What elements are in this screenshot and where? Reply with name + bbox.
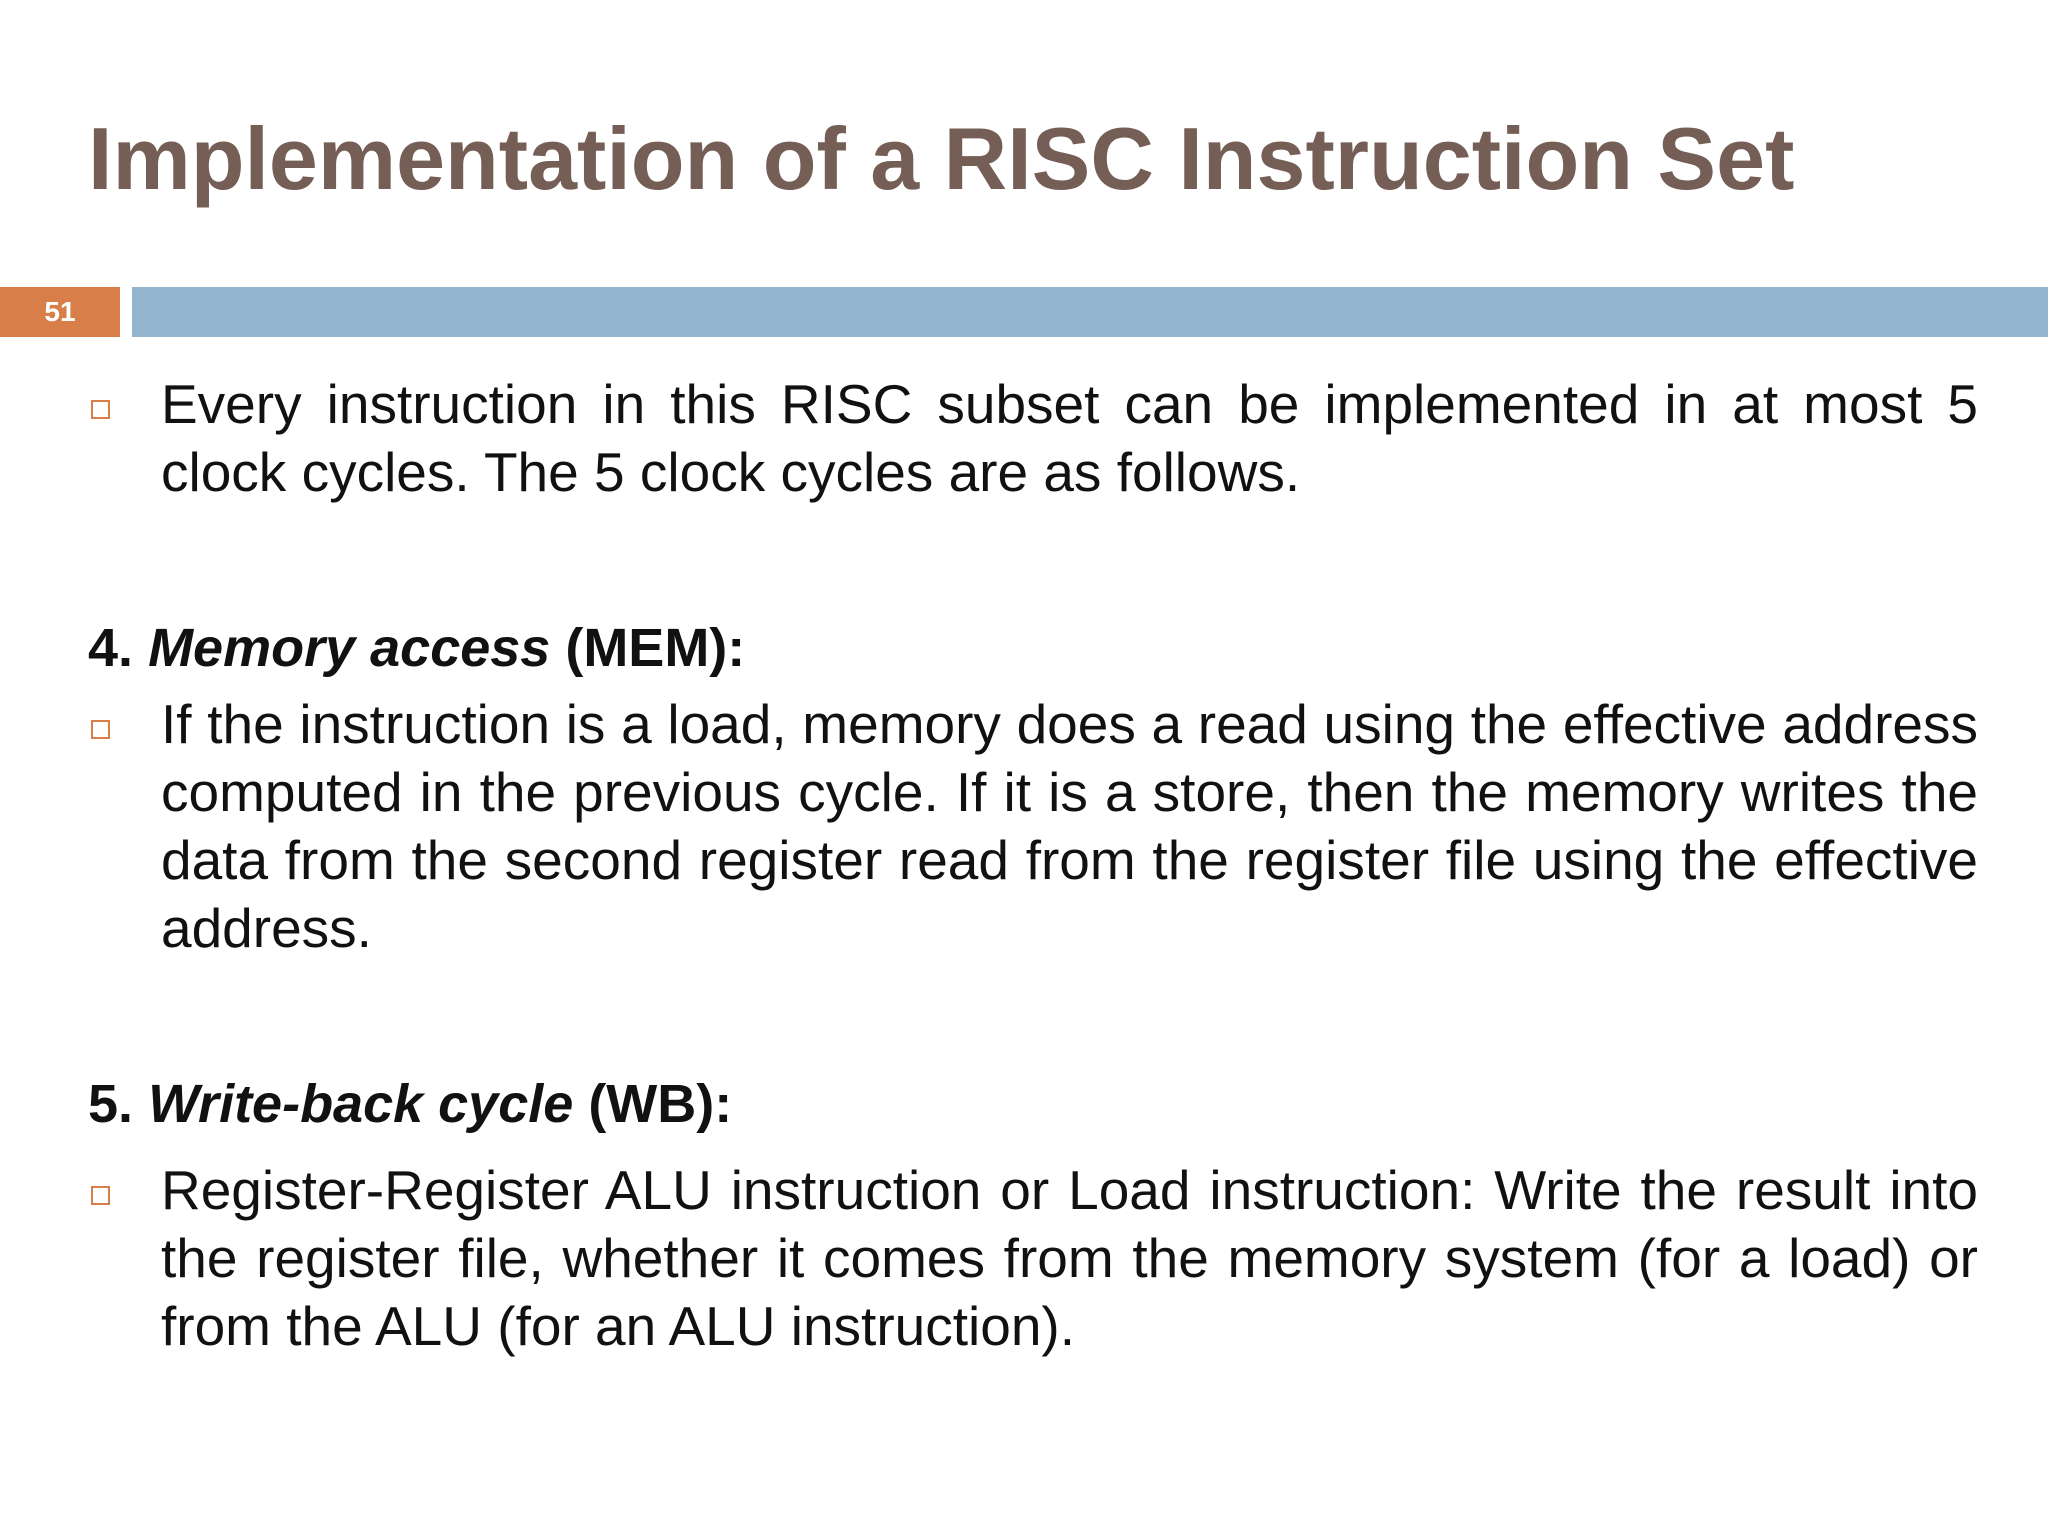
memory-access-bullet	[88, 690, 1978, 962]
section-abbreviation: (WB):	[588, 1074, 733, 1134]
write-back-bullet	[88, 1156, 1978, 1360]
section-abbreviation: (MEM):	[565, 618, 746, 678]
title-divider-bar	[132, 287, 2048, 337]
hollow-square-bullet-icon	[91, 400, 110, 419]
section-heading-write-back	[88, 1070, 1978, 1138]
section-number: 4.	[88, 618, 134, 678]
write-back-bullet-text: Register-Register ALU instruction or Load instruction: Write the result into the register file, whether it comes from the memory system (for a load) or from the ALU (for an ALU instruction).	[161, 1159, 1978, 1357]
memory-access-bullet-text: If the instruction is a load, memory does a read using the effective address computed in the previous cycle. If it is a store, then the memory writes the data from the second register read from the register file using the effective address.	[161, 693, 1978, 959]
hollow-square-bullet-icon	[91, 720, 110, 739]
slide-number-badge: 51	[0, 287, 120, 337]
intro-bullet-text: Every instruction in this RISC subset can be implemented in at most 5 clock cycles. The 5 clock cycles are as follows.	[161, 373, 1978, 503]
slide-content	[88, 370, 1978, 1360]
intro-bullet	[88, 370, 1978, 506]
section-name: Write-back cycle	[148, 1074, 574, 1134]
section-number: 5.	[88, 1074, 134, 1134]
slide-title: Implementation of a RISC Instruction Set	[88, 109, 1795, 208]
section-name: Memory access	[148, 618, 551, 678]
section-heading-memory-access	[88, 614, 1978, 682]
hollow-square-bullet-icon	[91, 1186, 110, 1205]
